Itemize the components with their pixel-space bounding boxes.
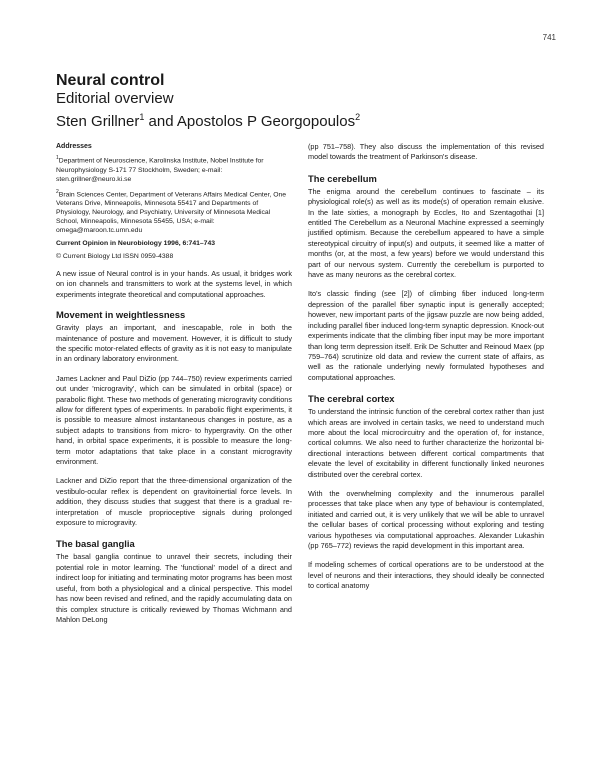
journal-meta — [56, 239, 292, 261]
article-subtitle: Editorial overview — [56, 90, 174, 107]
heading-cerebral-cortex: The cerebral cortex — [308, 393, 395, 405]
weightlessness-paragraph-2: James Lackner and Paul DiZio (pp 744–750) review experiments carried out under 'microgravity', which can be simulated in orbital (space) or parabolic flight. These two methods of generating microgravity conditions allow for different types of experiments. In parabolic flight experiments, it is possible to measure almost instantaneous changes in posture, as a subject adapts to transitions from micro- to hypergravity. On the other hand, in orbital space experiments, it is possible to measure the long-term motor adaptations that take place in a constant microgravity environment. — [56, 373, 292, 467]
cortex-paragraph-2: With the overwhelming complexity and the innumerous parallel processes that take place when any type of behaviour is contemplated, initiated and carried out, it is very unlikely that we will be able to unravel the cellular bases of cortical processing without exploring and testing various hypotheses via computational approaches. Alexander Lukashin (pp 765–772) reviews the rapid development in this important area. — [308, 488, 544, 550]
copyright: © Current Biology Ltd ISSN 0959-4388 — [56, 252, 174, 260]
author-2: and Apostolos P Georgopoulos — [144, 113, 356, 130]
address-2 — [56, 188, 292, 235]
heading-basal-ganglia: The basal ganglia — [56, 538, 135, 550]
author-1: Sten Grillner — [56, 113, 140, 130]
page-number: 741 — [542, 33, 556, 42]
author-1-sup: 1 — [139, 112, 145, 122]
address-1 — [56, 154, 292, 183]
title-block — [56, 72, 556, 131]
author-2-sup: 2 — [355, 112, 361, 122]
intro-paragraph: A new issue of Neural control is in your hands. As usual, it bridges work on ion channels and transmitters to work at the systems level, in which experiments integrate theoretical and computational approaches. — [56, 268, 292, 299]
cortex-paragraph-1: To understand the intrinsic function of the cerebral cortex rather than just which areas are involved in certain tasks, we need to understand much more about the local microcircuitry and the operation of, for instance, cortical columns. We also need to further characterize the horizontal bi-directional interactions between different cortical compartments that elevate the level of excitability in different functionally linked neurones distributed over the cerebral cortex. — [308, 407, 544, 479]
journal-citation: Current Opinion in Neurobiology 1996, 6:741–743 — [56, 239, 216, 247]
weightlessness-paragraph-1: Gravity plays an important, and inescapable, role in both the maintenance of posture and movement. However, it is difficult to study the specific motor-related effects of gravity as it is not easy to manipulate in an ordinary laboratory environment. — [56, 323, 292, 364]
address-1-text: Department of Neuroscience, Karolinska Institute, Nobel Institute for Neurophysiology S-171 77 Stockholm, Sweden; e-mail: sten.grillner@neuro.ki.se — [56, 157, 264, 183]
address-2-sup: 2 — [56, 188, 59, 195]
right-column — [308, 142, 544, 601]
author-line — [56, 108, 556, 131]
heading-cerebellum: The cerebellum — [308, 172, 377, 184]
address-2-text: Brain Sciences Center, Department of Veterans Affairs Medical Center, One Veterans Drive, Minneapolis, Minnesota 55417 and Departments of Physiology, Neurology, and Psychiatry, University of Minnesota Medical School, Minneapolis, Minnesota 55455, USA; e-mail: omega@maroon.tc.umn.edu — [56, 190, 287, 234]
article-title: Neural control — [56, 72, 165, 89]
cerebellum-paragraph-2: Ito's classic finding (see [2]) of climbing fiber induced long-term depression of the parallel fiber synaptic input is generally accepted; however, new important parts of the jigsaw puzzle are now being added, including parallel fiber induced long-term synaptic depression. Knock-out experiments indicate that the climbing fiber input may be more important than long term depression itself. Erik De Schutter and Reinoud Maex (pp 759–764) scrutinize old data and review the current state of affairs, as well as the rationale underlying newly formulated hypotheses and computational approaches. — [308, 289, 544, 382]
basal-ganglia-paragraph-1: The basal ganglia continue to unravel their secrets, including their potential role in motor learning. The 'functional' model of a direct and indirect loop for initiating and terminating motor programs has been most useful, from both a physiological and a clinical perspective. This model has now been revised and refined, and the rapidly accumulating data on this complex structure is critically reviewed by Thomas Wichmann and Mahlon DeLong — [56, 552, 292, 624]
basal-ganglia-continuation: (pp 751–758). They also discuss the implementation of this revised model towards the treatment of Parkinson's disease. — [308, 142, 544, 162]
heading-weightlessness: Movement in weightlessness — [56, 309, 186, 321]
left-column — [56, 142, 292, 634]
cortex-paragraph-3: If modeling schemes of cortical operations are to be understood at the level of neurons and their interactions, they should ideally be connected to cortical anatomy — [308, 560, 544, 591]
weightlessness-paragraph-3: Lackner and DiZio report that the three-dimensional organization of the vestibulo-ocular reflex is dependent on gravitoinertial force levels. In addition, they discuss studies that suggest that there is a gradual re-interpretation of muscle proprioceptive signals during prolonged exposure to microgravity. — [56, 476, 292, 528]
cerebellum-paragraph-1: The enigma around the cerebellum continues to fascinate – its physiological role(s) as well as its mode(s) of operation remain elusive. In the late sixties, a monograph by Eccles, Ito and Szentagothai [1] entitled The Cerebellum as a Neuronal Machine expressed a seemingly justified optimism. Because the cerebellum appeared to have a simple stereotypical circuitry of input(s) and outputs, it seemed like a matter of months (or, at the most, a few years) before we would understand this part of our nervous system. Currently the cerebellum is purported to have as many neurons as the cerebral cortex. — [308, 186, 544, 280]
addresses-heading: Addresses — [56, 143, 92, 150]
addresses — [56, 142, 292, 235]
address-1-sup: 1 — [56, 155, 59, 162]
